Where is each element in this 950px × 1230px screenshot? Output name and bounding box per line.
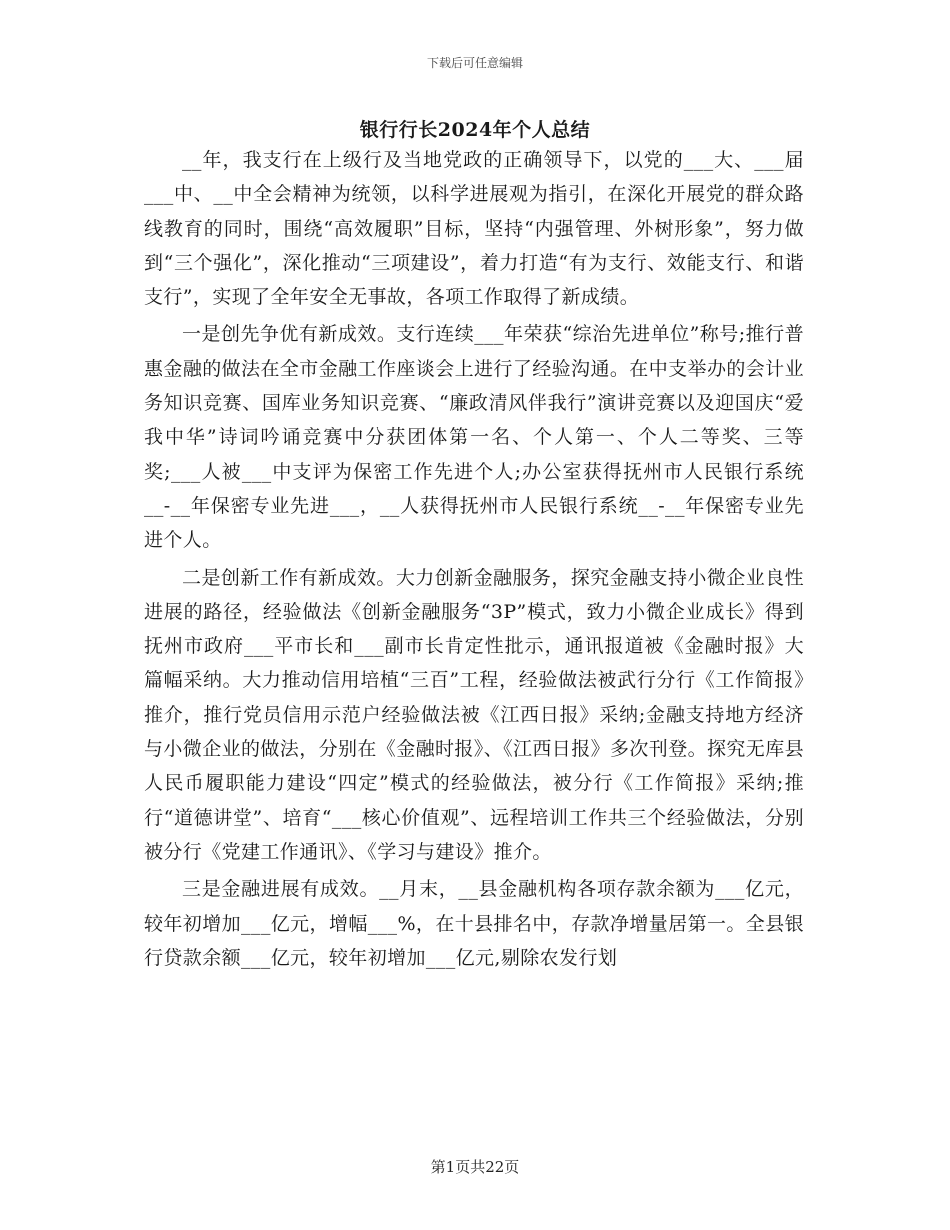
- paragraph-second-achievement: 二是创新工作有新成效。大力创新金融服务，探究金融支持小微企业良性进展的路径，经验做法《创新金融服务“3P”模式，致力小微企业成长》得到抚州市政府___平市长和___副市长肯定性批示，通讯报道被《金融时报》大篇幅采纳。大力推动信用培植“三百”工程，经验做法被武行分行《工作简报》推介，推行党员信用示范户经验做法被《江西日报》采纳;金融支持地方经济与小微企业的做法，分别在《金融时报》、《江西日报》多次刊登。探究无库县人民币履职能力建设“四定”模式的经验做法，被分行《工作简报》采纳;推行“道德讲堂”、培育“___核心价值观”、远程培训工作共三个经验做法，分别被分行《党建工作通讯》、《学习与建设》推介。: [144, 566, 805, 863]
- paragraph-third-achievement: 三是金融进展有成效。__月末，__县金融机构各项存款余额为___亿元，较年初增加___亿元，增幅___%，在十县排名中，存款净增量居第一。全县银行贷款余额___亿元，较年初增加___亿元,剔除农发行划: [144, 878, 804, 969]
- document-title: 银行行长2024年个人总结: [359, 119, 591, 141]
- page-number: 第1页共22页: [430, 1158, 520, 1176]
- page-header-note: 下载后可任意编辑: [426, 56, 523, 70]
- paragraph-first-achievement: 一是创先争优有新成效。支行连续___年荣获“综治先进单位”称号;推行普惠金融的做法在全市金融工作座谈会上进行了经验沟通。在中支举办的会计业务知识竞赛、国库业务知识竞赛、“廉政清风伴我行”演讲竞赛以及迎国庆“爱我中华”诗词吟诵竞赛中分获团体第一名、个人第一、个人二等奖、三等奖;___人被___中支评为保密工作先进个人;办公室获得抚州市人民银行系统__-__年保密专业先进___，__人获得抚州市人民银行系统__-__年保密专业先进个人。: [144, 323, 804, 552]
- document-body: [144, 143, 804, 975]
- paragraph-intro: __年，我支行在上级行及当地党政的正确领导下，以党的___大、___届___中、__中全会精神为统领，以科学进展观为指引，在深化开展党的群众路线教育的同时，围绕“高效履职”目标，坚持“内强管理、外树形象”，努力做到“三个强化”，深化推动“三项建设”，着力打造“有为支行、效能支行、和谐支行”，实现了全年安全无事故，各项工作取得了新成绩。: [144, 149, 804, 309]
